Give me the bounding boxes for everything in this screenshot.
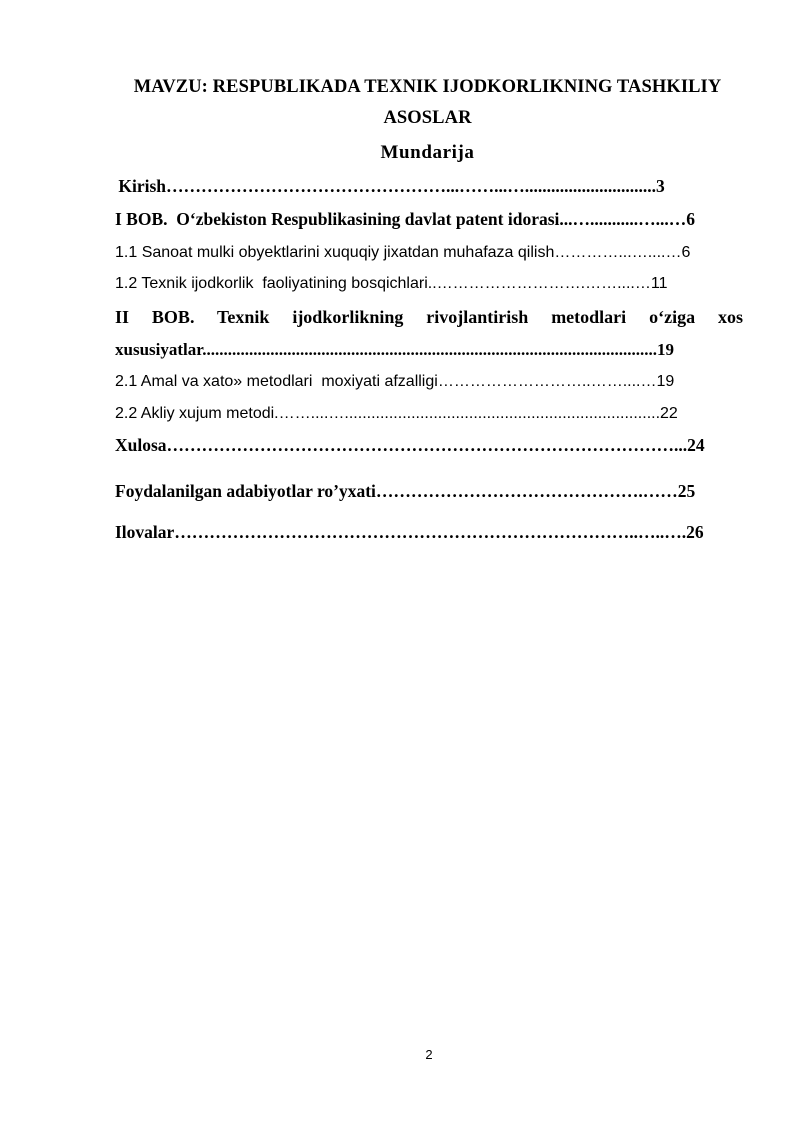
toc-entry-chapter-2: II BOB. Texnik ijodkorlikning rivojlantirish metodlari o‘ziga xos [115,307,743,327]
document-title-line-2: ASOSLAR [383,108,472,128]
toc-entry-1-2: 1.2 Texnik ijodkorlik faoliyatining bosqichlari..……………………….……....…11 [115,275,668,292]
toc-entry-chapter-1: I BOB. O‘zbekiston Respublikasining davlat patent idorasi...…...........…...…6 [115,209,696,229]
toc-entry-xulosa: Xulosa……………………………………………………………………………...24 [115,435,705,455]
toc-entry-1-1: 1.1 Sanoat mulki obyektlarini xuquqiy jixatdan muhafaza qilish…………...…....…6 [115,244,691,261]
toc-heading: Mundarija [380,142,475,163]
toc-entry-2-2: 2.2 Akliy xujum metodi.……....….......................................................................22 [115,405,678,422]
toc-entry-chapter-2-cont: xususiyatlar...........................................................................................................19 [115,340,674,359]
toc-entry-kirish: Kirish…………………………………………...……...…..............................3 [114,176,665,196]
page-number: 2 [425,1047,433,1062]
toc-entry-adabiyotlar: Foydalanilgan adabiyotlar ro’yxati……………………………………….……25 [115,481,696,501]
document-title-line-1: MAVZU: RESPUBLIKADA TEXNIK IJODKORLIKNING TASHKILIY [133,77,722,97]
toc-entry-ilovalar: Ilovalar……………………………………………………………………..…..….26 [115,522,704,542]
toc-entry-2-1: 2.1 Amal va xato» metodlari moxiyati afzalligi………………………..……....…19 [115,373,675,390]
